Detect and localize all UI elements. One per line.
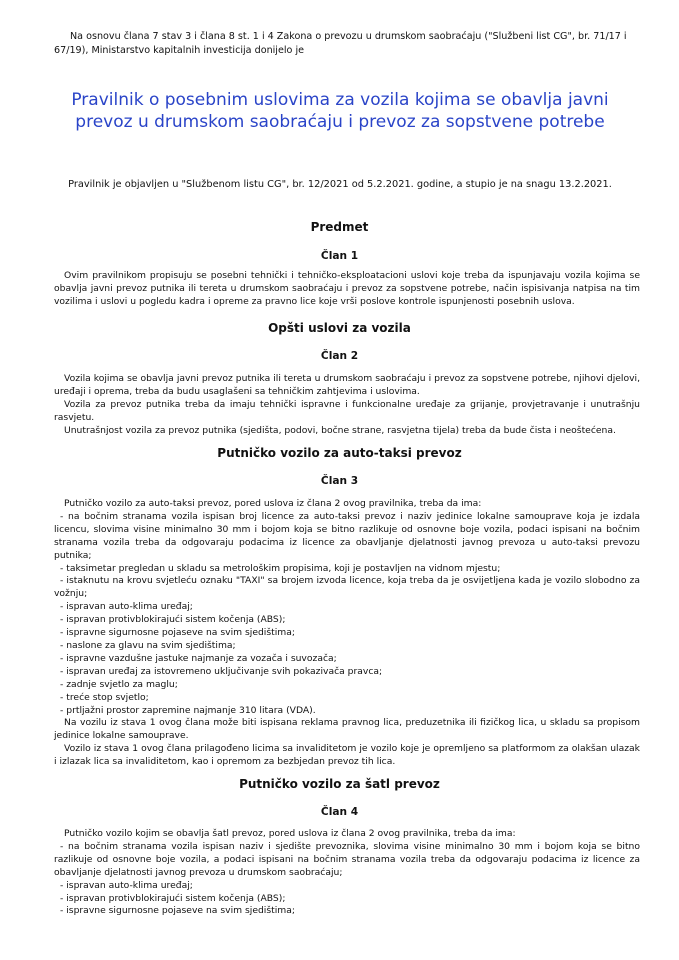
article-4-intro: Putničko vozilo kojim se obavlja šatl prevoz, pored uslova iz člana 2 ovog pravilnika, treba da ima: bbox=[64, 828, 516, 839]
list-item: - ispravan auto-klima uređaj; bbox=[60, 601, 193, 613]
section-heading-opsti: Opšti uslovi za vozila bbox=[268, 321, 411, 335]
article-2-paragraph: Vozila za prevoz putnika treba da imaju tehnički ispravne i funkcionalne uređaje za grijanje, provjetravanje i unutrašnju rasvjetu. bbox=[54, 398, 640, 423]
article-2-paragraph: Vozila kojima se obavlja javni prevoz putnika ili tereta u drumskom saobraćaju i prevoz za sopstvene potrebe, njihovi djelovi, uređaji i oprema, treba da budu usaglašeni sa tehničkim zahtjevima i uslovima. bbox=[54, 373, 640, 397]
list-item: - ispravan auto-klima uređaj; bbox=[60, 879, 193, 891]
article-2-body bbox=[54, 373, 640, 438]
list-item: - naslone za glavu na svim sjedištima; bbox=[60, 639, 236, 651]
list-item: - ispravne vazdušne jastuke najmanje za vozača i suvozača; bbox=[60, 652, 337, 664]
list-item: - ispravne sigurnosne pojaseve na svim sjedištima; bbox=[60, 627, 295, 639]
list-item: - zadnje svjetlo za maglu; bbox=[60, 678, 178, 690]
article-3-paragraph: Vozilo iz stava 1 ovog člana prilagođeno licima sa invaliditetom je vozilo koje je opremljeno sa platformom za olakšan ulazak i izlazak lica sa invaliditetom, kao i opremom za bezbjedan prevoz tih lica. bbox=[54, 743, 640, 768]
article-heading-3: Član 3 bbox=[320, 475, 359, 487]
list-item: - taksimetar pregledan u skladu sa metrološkim propisima, koji je postavljen na vidnom mjestu; bbox=[60, 562, 501, 574]
list-item: - treće stop svjetlo; bbox=[60, 691, 149, 703]
article-3-body bbox=[54, 498, 640, 769]
section-heading-predmet: Predmet bbox=[310, 220, 369, 234]
section-heading-satl: Putničko vozilo za šatl prevoz bbox=[239, 777, 440, 791]
article-heading-1: Član 1 bbox=[320, 250, 359, 262]
list-item: - ispravne sigurnosne pojaseve na svim sjedištima; bbox=[60, 905, 295, 917]
section-heading-autotaksi: Putničko vozilo za auto-taksi prevoz bbox=[217, 446, 462, 460]
list-item: - ispravan uređaj za istovremeno uključivanje svih pokazivača pravca; bbox=[60, 665, 383, 677]
article-2-paragraph: Unutrašnjost vozila za prevoz putnika (sjedišta, podovi, bočne strane, rasvjetna tijela) treba da bude čista i neoštećena. bbox=[64, 424, 616, 436]
list-item: - ispravan protivblokirajući sistem kočenja (ABS); bbox=[60, 892, 286, 904]
list-item: - ispravan protivblokirajući sistem kočenja (ABS); bbox=[60, 614, 286, 626]
article-heading-4: Član 4 bbox=[320, 806, 359, 818]
document-title bbox=[40, 90, 640, 133]
list-item: - istaknutu na krovu svjetleću oznaku "TAXI" sa brojem izvoda licence, koja treba da je osvijetljena kada je vozilo slobodno za vožnju; bbox=[54, 575, 640, 600]
list-item: - na bočnim stranama vozila ispisan broj licence za auto-taksi prevoz i naziv jedinice lokalne samouprave koja je izdala licencu, slovima visine minimalno 30 mm i bojom koja se bitno razlikuje od osnovne boje vozila, podaci ispisani na bočnim stranama vozila treba da odgovaraju podacima iz licence za obavljanje djelatnosti javnog prevoza u auto-taksi prevozu putnika; bbox=[54, 510, 640, 561]
preamble-text: Na osnovu člana 7 stav 3 i člana 8 st. 1 i 4 Zakona o prevozu u drumskom saobraćaju ("Službeni list CG", br. 71/17 i 67/19), Ministarstvo kapitalnih investicija donijelo je bbox=[54, 31, 627, 56]
article-1-body bbox=[54, 270, 640, 309]
title-line-1: Pravilnik o posebnim uslovima za vozila kojima se obavlja javni bbox=[71, 90, 609, 110]
preamble bbox=[54, 30, 644, 57]
article-1-paragraph: Ovim pravilnikom propisuju se posebni tehnički i tehničko-eksploatacioni uslovi koje treba da ispunjavaju vozila kojima se obavlja javni prevoz putnika ili tereta u drumskom saobraćaju i prevoz za sopstvene potrebe, način ispisivanja natpisa na tim vozilima i uslovi u pogledu kadra i opreme za pravno lice koje vrši poslove kontrole ispunjenosti posebnih uslova. bbox=[54, 270, 640, 307]
list-item: - prtljažni prostor zapremine najmanje 310 litara (VDA). bbox=[60, 704, 316, 716]
article-3-paragraph: Na vozilu iz stava 1 ovog člana može biti ispisana reklama pravnog lica, preduzetnika ili fizičkog lica, u skladu sa propisom jedinice lokalne samouprave. bbox=[54, 717, 640, 742]
title-line-2: prevoz u drumskom saobraćaju i prevoz za sopstvene potrebe bbox=[75, 111, 605, 132]
article-3-intro: Putničko vozilo za auto-taksi prevoz, pored uslova iz člana 2 ovog pravilnika, treba da ima: bbox=[64, 498, 482, 509]
publication-note: Pravilnik je objavljen u "Službenom listu CG", br. 12/2021 od 5.2.2021. godine, a stupio je na snagu 13.2.2021. bbox=[68, 179, 612, 190]
article-4-body bbox=[54, 828, 640, 918]
list-item: - na bočnim stranama vozila ispisan naziv i sjedište prevoznika, slovima visine minimalno 30 mm i bojom koja se bitno razlikuje od osnovne boje vozila, a podaci ispisani na bočnim stranama vozila treba da odgovaraju podacima iz licence za obavljanje djelatnosti javnog prevoza u drumskom saobraćaju; bbox=[54, 840, 640, 878]
article-heading-2: Član 2 bbox=[320, 350, 359, 362]
